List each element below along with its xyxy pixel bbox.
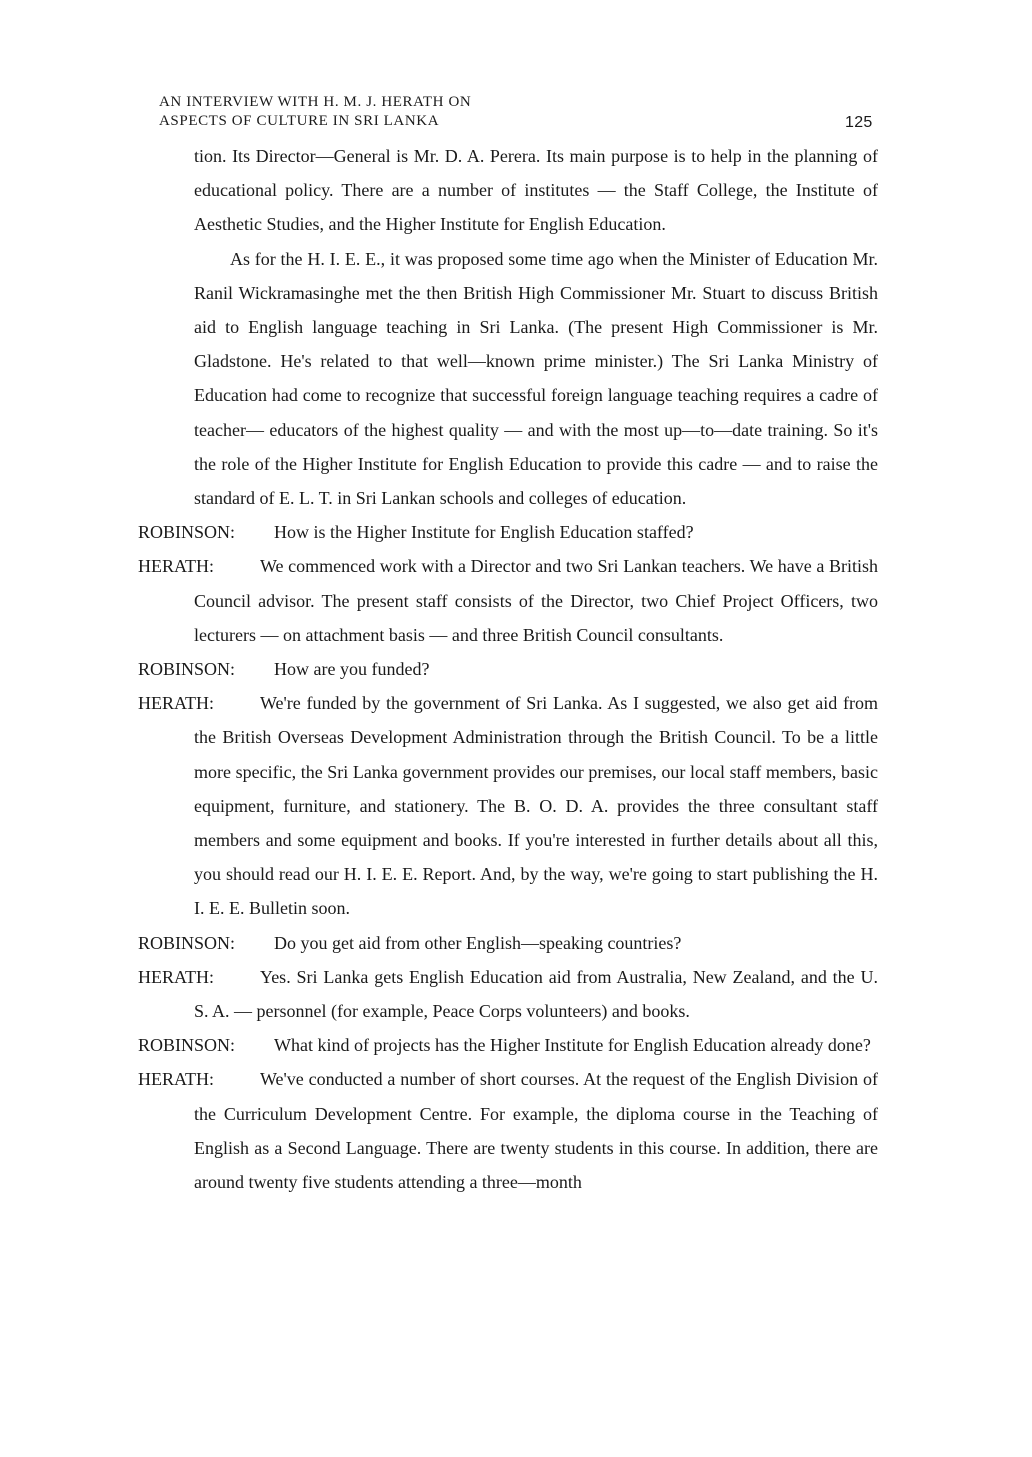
paragraph-text: As for the H. I. E. E., it was proposed some time ago when the Minister of Education Mr. Ranil Wickramasinghe met the then British High Commissioner Mr. Stuart to discuss British aid to English language teaching in Sri Lanka. (The present High Commissioner is Mr. Gladstone. He's related to that well—known prime minister.) The Sri Lanka Ministry of Education had come to recognize that successful foreign language teaching requires a cadre of teacher— educators of the highest quality — and with the most up—to—date training. So it's the role of the Higher Institute for English Education to provide this cadre — and to raise the standard of E. L. T. in Sri Lankan schools and colleges of education. <box>194 248 878 509</box>
dialogue-turn <box>138 1028 878 1062</box>
running-header-line-2: ASPECTS OF CULTURE IN SRI LANKA <box>159 113 440 129</box>
speaker-label: HERATH: <box>138 556 214 577</box>
dialogue-turn <box>138 515 878 549</box>
interview-body <box>138 139 878 1199</box>
dialogue-text: Do you get aid from other English—speaking countries? <box>274 932 682 953</box>
dialogue-text: How is the Higher Institute for English Education staffed? <box>274 522 694 543</box>
dialogue-text: How are you funded? <box>274 659 430 680</box>
dialogue-turn <box>138 652 878 686</box>
running-header-line-1: AN INTERVIEW WITH H. M. J. HERATH ON <box>159 94 472 110</box>
continuation-paragraph <box>138 139 878 242</box>
speaker-label: HERATH: <box>138 1069 214 1090</box>
paragraph-text: tion. Its Director—General is Mr. D. A. Perera. Its main purpose is to help in the planning of educational policy. There are a number of institutes — the Staff College, the Institute of Aesthetic Studies, and the Higher Institute for English Education. <box>194 146 878 235</box>
dialogue-turn <box>138 549 878 652</box>
dialogue-text: What kind of projects has the Higher Institute for English Education already done? <box>274 1035 871 1056</box>
dialogue-turn <box>138 960 878 1028</box>
indented-paragraph <box>138 242 878 516</box>
speaker-label: ROBINSON: <box>138 659 236 680</box>
speaker-label: ROBINSON: <box>138 932 236 953</box>
dialogue-text: We're funded by the government of Sri Lanka. As I suggested, we also get aid from the British Overseas Development Administration through the British Council. To be a little more specific, the Sri Lanka government provides our premises, our local staff members, basic equipment, furniture, and stationery. The B. O. D. A. provides the three consultant staff members and some equipment and books. If you're interested in further details about all this, you should read our H. I. E. E. Report. And, by the way, we're going to start publishing the H. I. E. E. Bulletin soon. <box>194 693 878 919</box>
page-number: 125 <box>845 114 873 131</box>
dialogue-text: We've conducted a number of short courses. At the request of the English Division of the Curriculum Development Centre. For example, the diploma course in the Teaching of English as a Second Language. There are twenty students in this course. In addition, there are around twenty five students attending a three—month <box>194 1069 878 1193</box>
speaker-label: ROBINSON: <box>138 1035 236 1056</box>
dialogue-text: Yes. Sri Lanka gets English Education aid from Australia, New Zealand, and the U. S. A. — personnel (for example, Peace Corps volunteers) and books. <box>194 966 878 1022</box>
dialogue-turn <box>138 926 878 960</box>
dialogue-turn <box>138 1062 878 1199</box>
dialogue-text: We commenced work with a Director and two Sri Lankan teachers. We have a British Council advisor. The present staff consists of the Director, two Chief Project Officers, two lecturers — on attachment basis — and three British Council consultants. <box>194 556 878 645</box>
speaker-label: ROBINSON: <box>138 522 236 543</box>
speaker-label: HERATH: <box>138 966 214 987</box>
running-header <box>159 93 879 131</box>
speaker-label: HERATH: <box>138 693 214 714</box>
dialogue-turn <box>138 686 878 925</box>
